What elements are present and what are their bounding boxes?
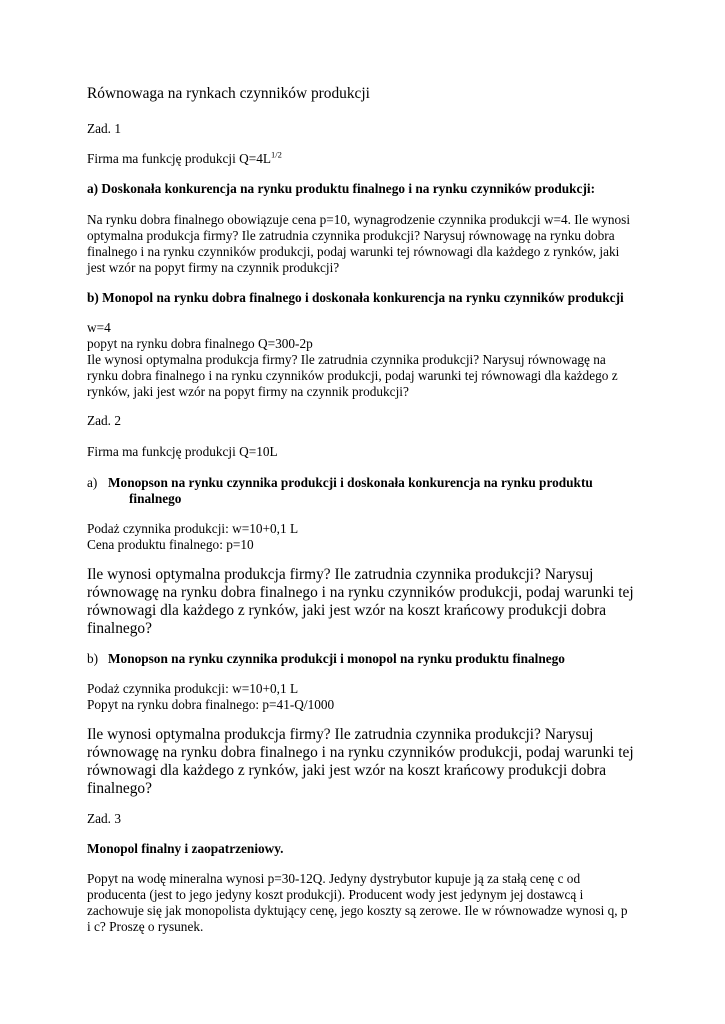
task-2-heading: Zad. 2 — [87, 413, 121, 428]
task-3-line-3: zachowuje się jak monopolista dyktujący cenę, jego koszty są zerowe. Ile w równowadze wynosi q, p — [87, 903, 628, 918]
task-2a-heading-line-2: finalnego — [129, 491, 182, 506]
task-3-heading: Zad. 3 — [87, 811, 121, 826]
task-2a-marker: a) — [87, 475, 98, 490]
task-3-subheading: Monopol finalny i zaopatrzeniowy. — [87, 841, 284, 856]
task-2b-question-line-3: równowagi dla każdego z rynków, jaki jest wzór na koszt krańcowy produkcji dobra — [87, 762, 607, 779]
task-1b-line-5: rynków, jaki jest wzór na popyt firmy na czynnik produkcji? — [87, 384, 409, 399]
task-2a-question-line-3: równowagi dla każdego z rynków, jaki jest wzór na koszt krańcowy produkcji dobra — [87, 602, 607, 619]
task-1a-heading: a) Doskonała konkurencja na rynku produktu finalnego i na rynku czynników produkcji: — [87, 181, 596, 196]
task-2a-param-1: Podaż czynnika produkcji: w=10+0,1 L — [87, 521, 299, 536]
task-3-line-4: i c? Proszę o rysunek. — [87, 919, 204, 934]
task-1a-line-4: jest wzór na popyt firmy na czynnik produkcji? — [87, 260, 340, 275]
task-2a-param-2: Cena produktu finalnego: p=10 — [87, 537, 254, 552]
task-2b-question-line-1: Ile wynosi optymalna produkcja firmy? Ile zatrudnia czynnika produkcji? Narysuj — [87, 726, 594, 743]
task-2a-heading-line-1: Monopson na rynku czynnika produkcji i doskonała konkurencja na rynku produktu — [108, 475, 593, 490]
task-2-function: Firma ma funkcję produkcji Q=10L — [87, 444, 278, 459]
task-3-line-2: producenta (jest to jego jedyny koszt produkcji). Producent wody jest jedynym jej dostawcą i — [87, 887, 584, 902]
task-2b-param-2: Popyt na rynku dobra finalnego: p=41-Q/1000 — [87, 697, 335, 712]
task-2b-param-1: Podaż czynnika produkcji: w=10+0,1 L — [87, 681, 299, 696]
task-2a-question-line-2: równowagę na rynku dobra finalnego i na rynku czynników produkcji, podaj warunki tej — [87, 584, 634, 601]
task-2a-question-line-4: finalnego? — [87, 620, 152, 637]
task-1a-line-3: finalnego i na rynku czynników produkcji, podaj warunki tej równowagi dla każdego z rynków, jaki — [87, 244, 620, 259]
task-1b-heading: b) Monopol na rynku dobra finalnego i doskonała konkurencja na rynku czynników produkcji — [87, 290, 624, 305]
task-2b-question-line-2: równowagę na rynku dobra finalnego i na rynku czynników produkcji, podaj warunki tej — [87, 744, 634, 761]
task-1-function — [87, 151, 282, 167]
task-2a-question-line-1: Ile wynosi optymalna produkcja firmy? Ile zatrudnia czynnika produkcji? Narysuj — [87, 566, 594, 583]
task-1a-line-1: Na rynku dobra finalnego obowiązuje cena p=10, wynagrodzenie czynnika produkcji w=4. Ile wynosi — [87, 212, 631, 227]
task-1b-line-4: rynku dobra finalnego i na rynku czynników produkcji, podaj warunki tej równowagi dla każdego z — [87, 368, 618, 383]
task-3-line-1: Popyt na wodę mineralna wynosi p=30-12Q. Jedyny dystrybutor kupuje ją za stałą cenę c od — [87, 871, 581, 886]
document-title: Równowaga na rynkach czynników produkcji — [87, 85, 370, 102]
task-2b-marker: b) — [87, 651, 99, 666]
task-1-function-text: Firma ma funkcję produkcji Q=4L — [87, 151, 272, 166]
task-1b-line-1: w=4 — [87, 320, 111, 335]
task-1a-line-2: optymalna produkcja firmy? Ile zatrudnia czynnika produkcji? Narysuj równowagę na rynku dobra — [87, 228, 615, 243]
task-2b-question-line-4: finalnego? — [87, 780, 152, 797]
task-1-function-exponent: 1/2 — [271, 149, 282, 160]
task-1b-line-2: popyt na rynku dobra finalnego Q=300-2p — [87, 336, 313, 351]
task-1-heading: Zad. 1 — [87, 121, 121, 136]
task-1b-line-3: Ile wynosi optymalna produkcja firmy? Ile zatrudnia czynnika produkcji? Narysuj równowagę na — [87, 352, 606, 367]
task-2b-heading: Monopson na rynku czynnika produkcji i monopol na rynku produktu finalnego — [108, 651, 565, 666]
